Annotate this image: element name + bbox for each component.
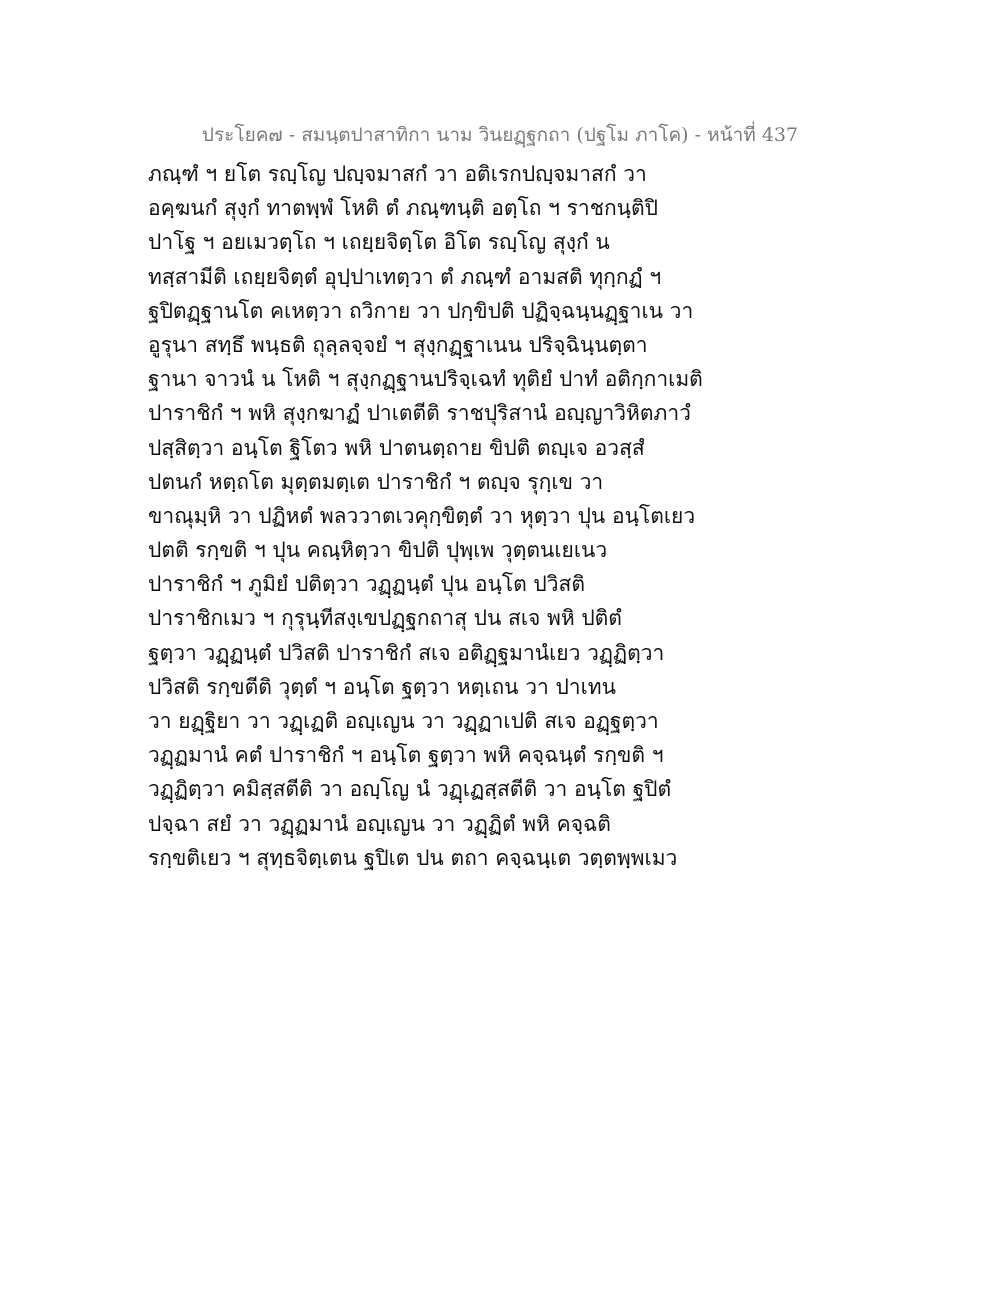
body-text <box>148 157 708 875</box>
text-line: ปจฺฉา สยํ วา วฏฺฏมานํ อญฺเญน วา วฏฺฏิตํ พหิ คจฺฉติ <box>148 811 611 836</box>
text-line: วฏฺฏิตฺวา คมิสฺสตีติ วา อญฺโญ นํ วฏฺเฏสฺสตีติ วา อนฺโต ฐปิตํ <box>148 777 672 802</box>
text-line: รกฺขติเยว ฯ สุทฺธจิตฺเตน ฐปิเต ปน ตถา คจฺฉนฺเต วตฺตพฺพเมว <box>148 845 678 870</box>
text-line: ปตติ รกฺขติ ฯ ปุน คณฺหิตฺวา ขิปติ ปุพฺเพ วุตฺตนเยเนว <box>148 538 608 563</box>
text-line: ฐตฺวา วฏฺฏนฺตํ ปวิสติ ปาราชิกํ สเจ อติฏฺฐมานํเยว วฏฺฏิตฺวา <box>148 640 665 665</box>
text-line: วา ยฏฺฐิยา วา วฏฺเฏติ อญฺเญน วา วฏฺฏาเปติ สเจ อฏฺฐตฺวา <box>148 709 659 733</box>
text-line: อูรุนา สทฺธึ พนฺธติ ถุลฺลจฺจยํ ฯ สุงฺกฏฺฐาเนน ปริจฺฉินฺนตฺตา <box>148 332 648 357</box>
text-line: ปสฺสิตฺวา อนฺโต ฐิโตว พหิ ปาตนตฺถาย ขิปติ ตญฺเจ อวสฺสํ <box>148 435 645 460</box>
text-line: ขาณุมฺหิ วา ปฏิหตํ พลววาตเวคุกฺขิตฺตํ วา หุตฺวา ปุน อนฺโตเยว <box>148 503 696 528</box>
text-line: ทสฺสามีติ เถยฺยจิตฺตํ อุปฺปาเทตฺวา ตํ ภณฺฑํ อามสติ ทุกฺกฏํ ฯ <box>148 264 662 289</box>
text-line: อคฺฆนกํ สุงฺกํ ทาตพฺพํ โหติ ตํ ภณฺฑนฺติ อตฺโถ ฯ ราชกนฺติปิ <box>148 196 659 221</box>
running-header: ประโยค๗ - สมนฺตปาสาทิกา นาม วินยฏฺฐกถา (ปฐโม ภาโค) - หน้าที่ 437 <box>201 124 799 146</box>
text-line: ปาราชิกํ ฯ พหิ สุงฺกฆาฏํ ปาเตตีติ ราชปุริสานํ อญฺญาวิหิตภาวํ <box>148 401 691 426</box>
text-line: ปาราชิกํ ฯ ภูมิยํ ปติตฺวา วฏฺฏนฺตํ ปุน อนฺโต ปวิสติ <box>148 572 585 597</box>
text-line: ปตนกํ หตฺถโต มุตฺตมตฺเต ปาราชิกํ ฯ ตญฺจ รุกฺเข วา <box>148 469 604 494</box>
text-line: วฏฺฏมานํ คตํ ปาราชิกํ ฯ อนฺโต ฐตฺวา พหิ คจฺฉนฺตํ รกฺขติ ฯ <box>148 743 664 768</box>
text-line: ปาโฐ ฯ อยเมวตฺโถ ฯ เถยฺยจิตฺโต อิโต รญฺโญ สุงฺกํ น <box>148 230 610 255</box>
text-line: ปวิสติ รกฺขตีติ วุตฺตํ ฯ อนฺโต ฐตฺวา หตฺเถน วา ปาเทน <box>148 674 616 699</box>
text-line: ปาราชิกเมว ฯ กุรุนฺทีสงฺเขปฏฺฐกถาสุ ปน สเจ พหิ ปติตํ <box>148 606 622 631</box>
text-line: ภณฺฑํ ฯ ยโต รญฺโญ ปญฺจมาสกํ วา อติเรกปญฺจมาสกํ วา <box>148 162 647 186</box>
text-line: ฐปิตฏฺฐานโต คเหตฺวา ถวิกาย วา ปกฺขิปติ ปฏิจฺฉนฺนฏฺฐาเน วา <box>148 298 694 323</box>
text-line: ฐานา จาวนํ น โหติ ฯ สุงฺกฏฺฐานปริจฺเฉทํ ทุติยํ ปาทํ อติกฺกาเมติ <box>148 367 703 392</box>
